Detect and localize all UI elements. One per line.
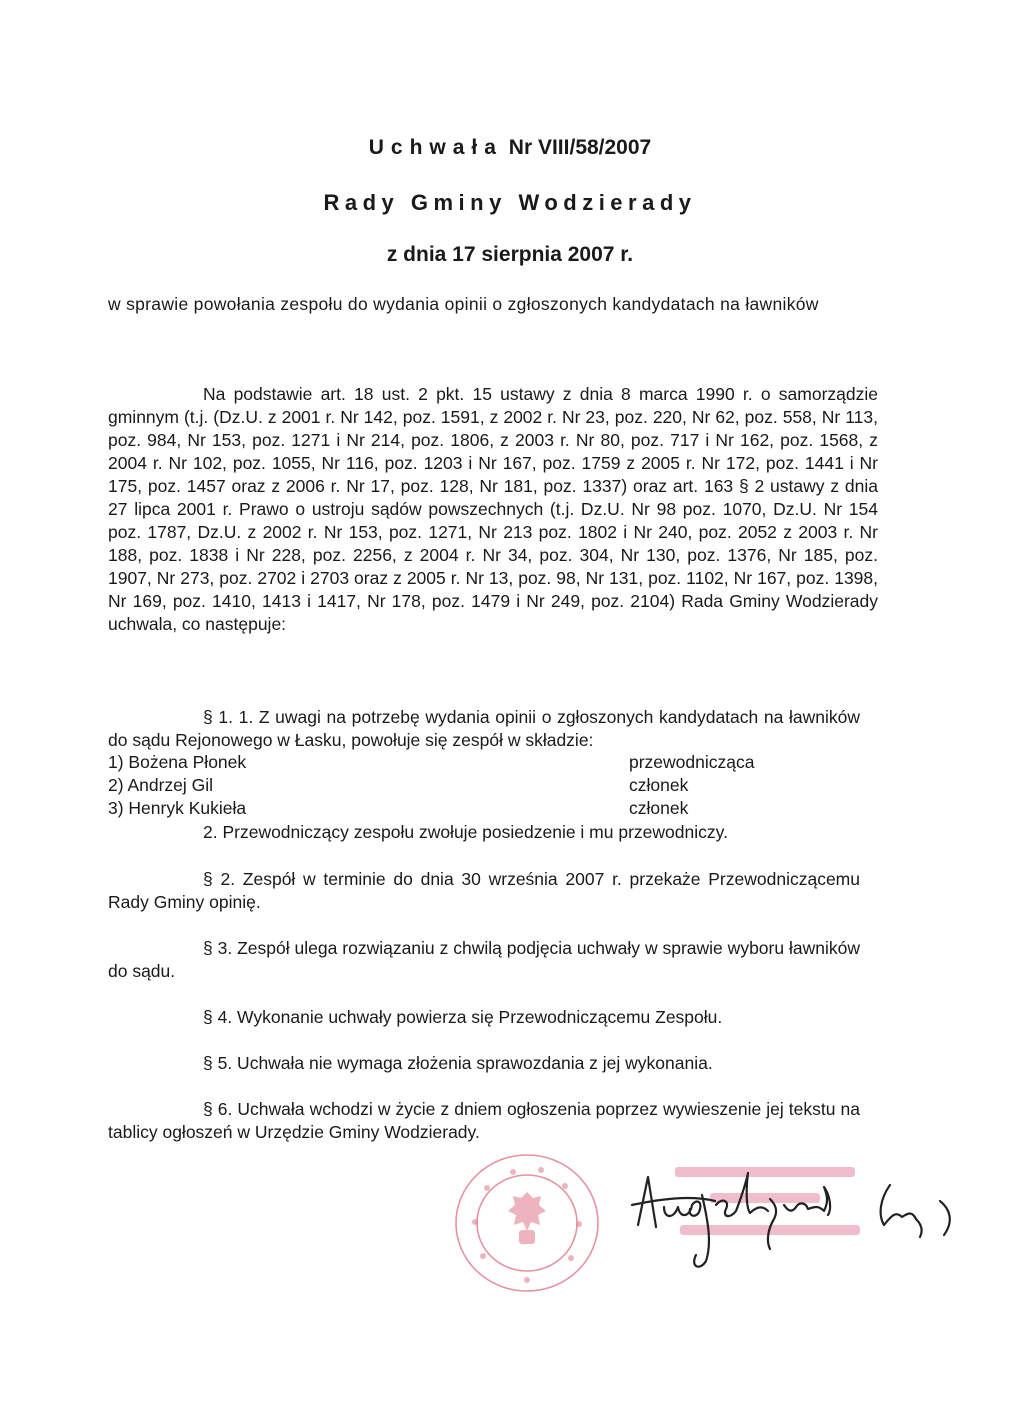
section-6: § 6. Uchwała wchodzi w życie z dniem ogłoszenia poprzez wywieszenie jej tekstu na tablicy ogłoszeń w Urzędzie Gminy Wodzierady. — [108, 1099, 860, 1142]
member-name: 1) Bożena Płonek — [108, 752, 247, 772]
legal-basis: Na podstawie art. 18 ust. 2 pkt. 15 ustawy z dnia 8 marca 1990 r. o samorządzie gminnym (t.j. (Dz.U. z 2001 r. Nr 142, poz. 1591, z 2002 r. Nr 23, poz. 220, Nr 62, poz. 558, Nr 113, poz. 984, Nr 153, poz. 1271 i Nr 214, poz. 1806, z 2003 r. Nr 80, poz. 717 i Nr 162, poz. 1568, z 2004 r. Nr 102, poz. 1055, Nr 116, poz. 1203 i Nr 167, poz. 1759 z 2005 r. Nr 172, poz. 1441 i Nr 175, poz. 1457 oraz z 2006 r. Nr 17, poz. 128, Nr 181, poz. 1337) oraz art. 163 § 2 ustawy z dnia 27 lipca 2001 r. Prawo o ustroju sądów powszechnych (t.j. Dz.U. Nr 98 poz. 1070, Dz.U. Nr 154 poz. 1787, Dz.U. z 2002 r. Nr 153, poz. 1271, Nr 213 poz. 1802 i Nr 240, poz. 2052 z 2003 r. Nr 188, poz. 1838 i Nr 228, poz. 2256, z 2004 r. Nr 34, poz. 304, Nr 130, poz. 1376, Nr 185, poz. 1907, Nr 273, poz. 2702 i 2703 oraz z 2005 r. Nr 13, poz. 98, Nr 131, poz. 1102, Nr 167, poz. 1398, Nr 169, poz. 1410, 1413 i 1417, Nr 178, poz. 1479 i Nr 249, poz. 2104) Rada Gminy Wodzierady uchwala, co następuje: — [108, 384, 878, 634]
member-name: 3) Henryk Kukieła — [108, 798, 247, 818]
council-name: Rady Gminy Wodzierady — [323, 190, 697, 215]
member-role: przewodnicząca — [629, 752, 755, 772]
member-name: 2) Andrzej Gil — [108, 775, 214, 795]
member-role: członek — [629, 775, 689, 795]
resolution-date: z dnia 17 sierpnia 2007 r. — [386, 243, 634, 266]
resolution-subject: w sprawie powołania zespołu do wydania opinii o zgłoszonych kandydatach na ławników — [108, 294, 819, 314]
title-word: Uchwała — [368, 136, 503, 159]
chairman-stamp-and-signature-icon — [620, 1155, 965, 1275]
member-row — [108, 752, 778, 775]
section-1-intro: § 1. 1. Z uwagi na potrzebę wydania opinii o zgłoszonych kandydatach na ławników do sądu Rejonowego w Łasku, powołuje się zespół w składzie: — [108, 707, 860, 750]
member-role: członek — [629, 798, 689, 818]
section-2: § 2. Zespół w terminie do dnia 30 września 2007 r. przekaże Przewodniczącemu Rady Gminy opinię. — [108, 869, 860, 912]
member-row — [108, 775, 778, 798]
member-row — [108, 798, 778, 821]
section-3: § 3. Zespół ulega rozwiązaniu z chwilą podjęcia uchwały w sprawie wyboru ławników do sądu. — [108, 938, 860, 981]
resolution-title — [0, 136, 1020, 160]
section-1-point-2: 2. Przewodniczący zespołu zwołuje posiedzenie i mu przewodniczy. — [203, 822, 728, 842]
section-4: § 4. Wykonanie uchwały powierza się Przewodniczącemu Zespołu. — [203, 1007, 723, 1027]
title-number: Nr VIII/58/2007 — [508, 136, 652, 159]
official-seal-icon — [453, 1152, 601, 1294]
section-5: § 5. Uchwała nie wymaga złożenia sprawozdania z jej wykonania. — [203, 1053, 713, 1073]
